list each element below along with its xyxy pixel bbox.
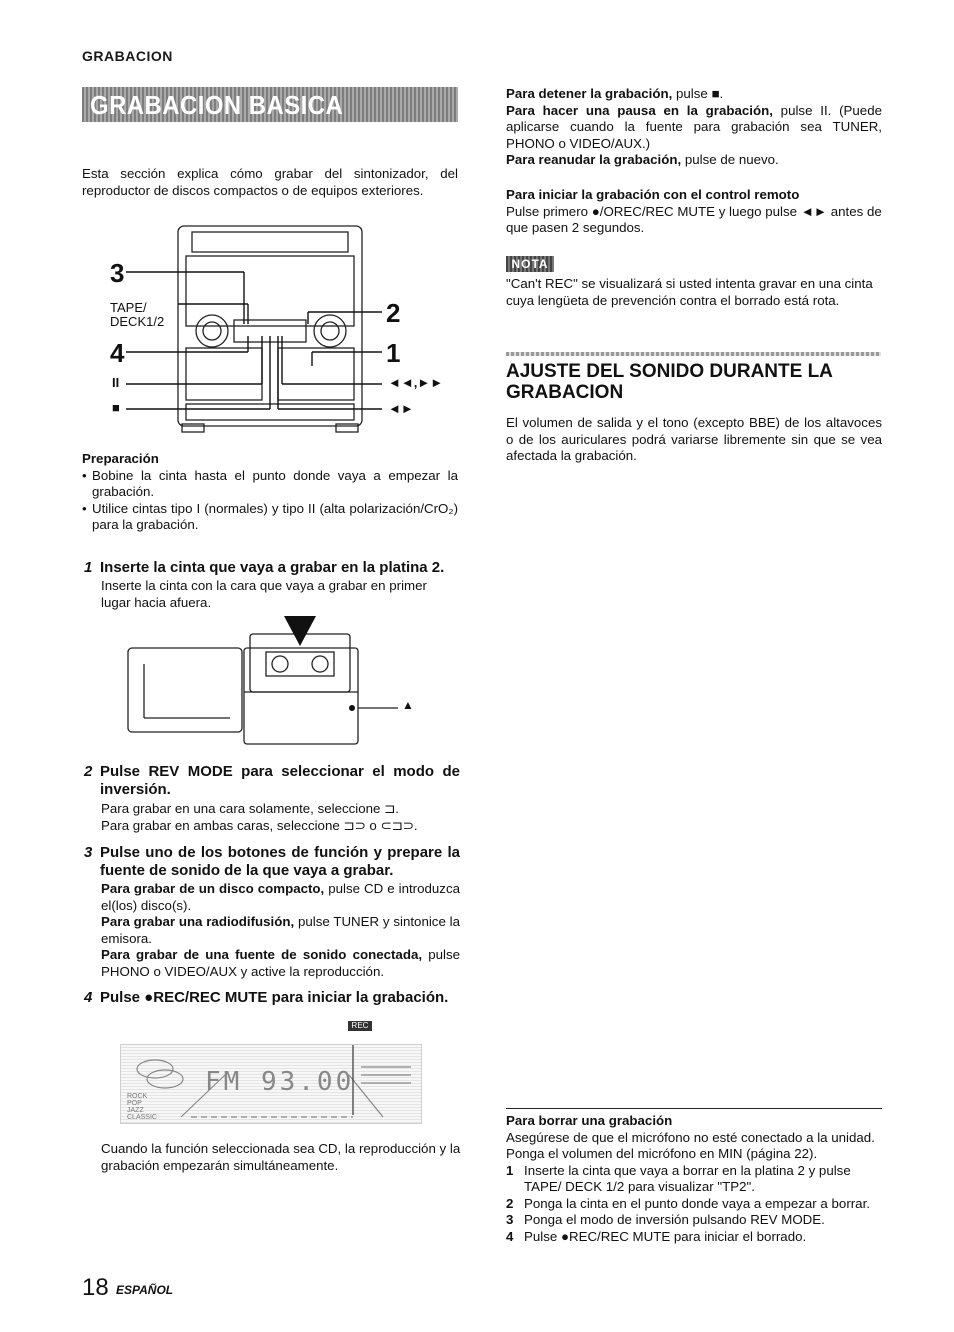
erase-section — [506, 1113, 884, 1245]
step-1-title: Inserte la cinta que vaya a grabar en la platina 2. — [100, 559, 445, 576]
label-tape: TAPE/ — [110, 300, 147, 315]
remote-title: Para iniciar la grabación con el control remoto — [506, 187, 800, 202]
title-banner — [82, 87, 458, 122]
resume-instruction: Para reanudar la grabación, pulse de nuevo. — [506, 152, 779, 167]
page-title: GRABACION BASICA — [90, 90, 344, 120]
adjust-title: AJUSTE DEL SONIDO DURANTE LA GRABACION — [506, 361, 833, 403]
step-2-heading — [82, 763, 460, 799]
preparacion-title: Preparación — [82, 451, 159, 466]
lcd-panel — [120, 1044, 422, 1124]
step-4-title: Pulse ●REC/REC MUTE para iniciar la grabación. — [100, 989, 449, 1006]
label-3: 3 — [110, 258, 125, 288]
language-label: ESPAÑOL — [116, 1283, 174, 1297]
step-3-heading — [82, 844, 460, 880]
step-2 — [82, 763, 460, 834]
lcd-frequency: FM 93.00 — [205, 1067, 355, 1097]
step-4 — [82, 989, 460, 1007]
section-divider — [506, 352, 881, 356]
nota-badge: NOTA — [506, 256, 554, 272]
step-3-tuner — [82, 914, 460, 947]
erase-steps — [506, 1163, 884, 1246]
stereo-figure — [82, 216, 458, 438]
list-item: • Bobine la cinta hasta el punto donde vaya a empezar la grabación. — [82, 468, 458, 501]
label-1: 1 — [386, 338, 401, 368]
erase-intro-1: Asegúrese de que el micrófono no esté conectado a la unidad. — [506, 1129, 875, 1145]
recording-controls — [506, 86, 882, 169]
remote-section — [506, 187, 882, 237]
step-3-number: 3 — [84, 844, 93, 861]
step-1-heading — [82, 559, 460, 577]
label-pause-icon: II — [112, 375, 120, 390]
cassette-figure — [120, 612, 420, 748]
pause-instruction: Para hacer una pausa en la grabación, pulse II. (Puede aplicarse cuando la fuente para grabación sea TUNER, PHONO o VIDEO/AUX.) — [506, 102, 882, 151]
rec-indicator: REC — [348, 1021, 372, 1031]
step-1-number: 1 — [84, 559, 93, 576]
label-2: 2 — [386, 298, 401, 328]
display-figure — [120, 1020, 422, 1124]
list-item: 2 Ponga la cinta en el punto donde vaya a empezar a borrar. — [506, 1195, 870, 1211]
list-item: • Utilice cintas tipo I (normales) y tipo II (alta polarización/CrO₂) para la grabación. — [82, 501, 458, 534]
step-3-aux — [82, 947, 460, 980]
step-3-tuner-bold: Para grabar una radiodifusión, — [101, 914, 295, 929]
remote-text: Pulse primero ●/OREC/REC MUTE y luego pulse ◄► antes de que pasen 2 segundos. — [506, 203, 882, 235]
preparacion-list — [82, 468, 458, 534]
list-item: 1 Inserte la cinta que vaya a borrar en la platina 2 y pulse TAPE/ DECK 1/2 para visualizar "TP2". — [506, 1162, 851, 1194]
nota-text: "Can't REC" se visualizará si usted intenta gravar en una cinta cuya lengüeta de prevención contra el borrado está rota. — [506, 276, 873, 308]
step-4-number: 4 — [84, 989, 93, 1006]
step-3-aux-rest: pulse PHONO o VIDEO/AUX y active la reproducción. — [101, 947, 461, 979]
step-3-cd-rest: pulse CD e introduzca el(los) disco(s). — [101, 881, 460, 913]
step-2-number: 2 — [84, 763, 93, 780]
label-stop-icon: ■ — [112, 400, 120, 415]
step-3-cd-bold: Para grabar de un disco compacto, — [101, 881, 325, 896]
step-2-line-2: Para grabar en ambas caras, seleccione ⊐⊃ o ⊂⊐⊃. — [101, 817, 418, 833]
step-2-title: Pulse REV MODE para seleccionar el modo de inversión. — [100, 763, 460, 798]
step-3-aux-bold: Para grabar de una fuente de sonido conectada, — [101, 947, 423, 962]
label-4: 4 — [110, 338, 125, 368]
intro-text: Esta sección explica cómo grabar del sintonizador, del reproductor de discos compactos o de equipos exteriores. — [82, 166, 458, 198]
step-3-tuner-rest: pulse TUNER y sintonice la emisora. — [101, 914, 460, 946]
preparacion-block — [82, 451, 458, 534]
step-2-line-1: Para grabar en una cara solamente, seleccione ⊐. — [101, 801, 399, 816]
erase-title: Para borrar una grabación — [506, 1113, 673, 1128]
stop-instruction: Para detener la grabación, pulse ■. — [506, 86, 724, 101]
label-direction-icon: ◄► — [388, 401, 414, 416]
adjust-text: El volumen de salida y el tono (excepto BBE) de los altavoces o de los auriculares podrá variarse libremente sin que se vea afectada la grabación. — [506, 415, 882, 463]
step-1-text: Inserte la cinta con la cara que vaya a grabar en primer lugar hacia afuera. — [101, 578, 427, 610]
list-item: 3 Ponga el modo de inversión pulsando REV MODE. — [506, 1212, 825, 1227]
label-rew-ff-icon: ◄◄,►► — [388, 375, 444, 390]
label-deck: DECK1/2 — [110, 314, 165, 329]
step-3-cd — [82, 881, 460, 914]
erase-intro-2: Ponga el volumen del micrófono en MIN (página 22). — [506, 1146, 818, 1161]
list-item: 4 Pulse ●REC/REC MUTE para iniciar el borrado. — [506, 1228, 807, 1244]
step-3 — [82, 844, 460, 980]
cassette-illustration — [120, 612, 420, 748]
lcd-eq-labels: ROCK POP JAZZ CLASSIC — [127, 1093, 157, 1121]
page-number: 18 — [82, 1274, 109, 1301]
step-4-heading — [82, 989, 460, 1007]
step-3-title: Pulse uno de los botones de función y prepare la fuente de sonido de la que vaya a grabar. — [100, 844, 460, 879]
section-label: GRABACION — [82, 48, 173, 64]
eject-icon: ▲ — [402, 698, 414, 712]
erase-divider — [506, 1108, 882, 1109]
step-1 — [82, 559, 460, 611]
cd-note: Cuando la función seleccionada sea CD, la reproducción y la grabación empezarán simultáneamente. — [101, 1141, 461, 1173]
